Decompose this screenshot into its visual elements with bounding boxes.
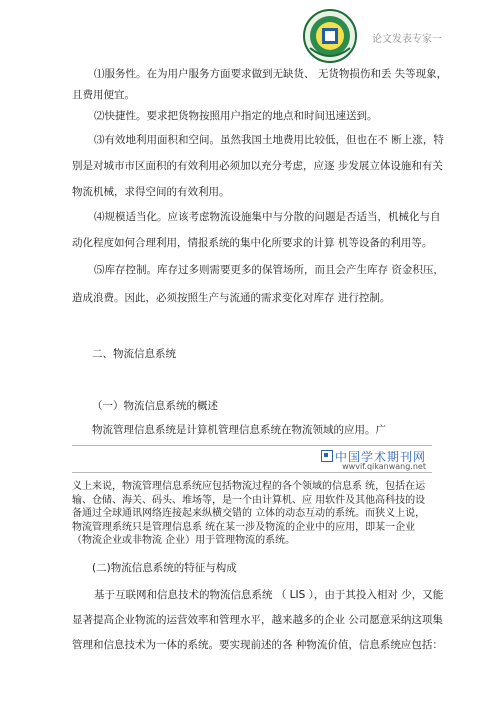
text-line: 基于互联网和信息技术的物流信息系统 （ LIS ），由于其投入相对 少，又能 [94,589,444,601]
text-line: ⑴服务性。在为用户服务方面要求做到无缺货、 无货物损伤和丢 失等现象， [94,68,448,80]
text-line: 动化程度如何合理利用，情报系统的集中化所要求的计算 机等设备的利用等。 [72,237,433,249]
journal-icon [321,450,333,462]
banner-url: wwvif.qikanwang.net [342,462,426,471]
text-line: ⑷规模适当化。应该考虑物流设施集中与分散的问题是否适当，机械化与自 [94,211,441,223]
paragraph-service [72,64,448,106]
text-line: 且费用便宜。 [72,89,135,101]
journal-logo [300,8,360,64]
site-name: 论文发表专家一 [372,34,442,45]
subsection-title-overview: （一）物流信息系统的概述 [92,400,218,412]
text-line: 输、仓储、海关、码头、堆场等，是一个由计算机、应 用软件及其他高科技的设 [72,494,426,506]
paragraph-space [72,127,444,205]
text-line: 备通过全球通讯网络连接起来纵横交错的 立体的动态互动的系统。而狭义上说， [72,508,426,519]
text-line: ⑵快捷性。要求把货物按照用户指定的地点和时间迅速送到。 [94,110,378,122]
definition-block [72,480,432,548]
section-title: 二、物流信息系统 [92,348,176,360]
paragraph-lis [72,583,444,658]
text-line: 管理和信息技术为一体的系统。要实现前述的各 种物流价值，信息系统应包括： [72,639,443,651]
text-line: 物流管理系统只是管理信息系 统在某一涉及物流的企业中的应用，即某一企业 [72,521,416,533]
text-line: 义上来说，物流管理信息系统应包括物流过程的各个领域的信息系 统，包括在运 [72,481,426,492]
banner-title-text: 中国学术期刊网 [334,450,426,464]
text-line: 物流机械，求得空间的有效利用。 [72,186,230,198]
paragraph-mis-intro: 物流管理信息系统是计算机管理信息系统在物流领域的应用。广 [92,424,386,436]
text-line: 造成浪费。因此，必须按照生产与流通的需求变化对库存 进行控制。 [72,292,391,304]
subsection-title-features: (二)物流信息系统的特征与构成 [92,562,237,574]
text-line: ⑸库存控制。库存过多则需要更多的保管场所，而且会产生库存 资金积压， [94,264,444,276]
text-line: ⑶有效地利用面积和空间。虽然我国土地费用比较低，但也在不 断上涨，特 [94,134,444,146]
text-line: 别是对城市市区面积的有效利用必须加以充分考虑，应逐 步发展立体设施和有关 [72,160,443,172]
paragraph-inventory [72,256,444,312]
paragraph-speed [94,106,378,127]
watermark-banner [72,445,432,473]
text-line: 显著提高企业物流的运营效率和管理水平，越来越多的企业 公司愿意采纳这项集 [72,614,443,626]
text-line: （物流企业或非物流 企业）用于管理物流的系统。 [72,535,296,546]
paragraph-scale [72,204,441,256]
